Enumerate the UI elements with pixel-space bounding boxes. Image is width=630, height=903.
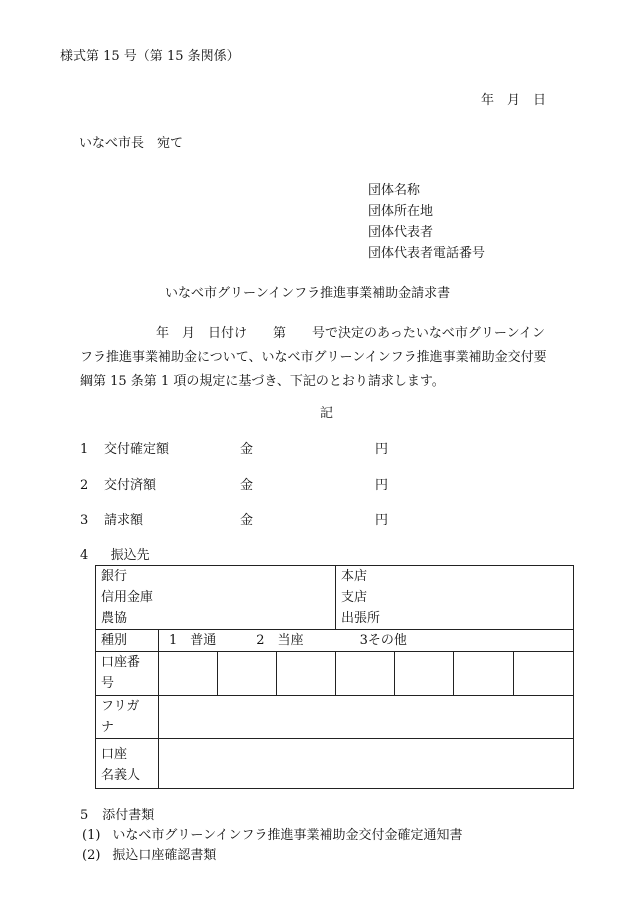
applicant-field: 団体所在地 (368, 204, 434, 219)
ki-heading: 記 (320, 406, 334, 421)
branch-option: 本店 (341, 569, 368, 584)
account-digit-cell[interactable] (454, 652, 514, 696)
attachment-item-text: いなべ市グリーンインフラ推進事業補助金交付金確定通知書 (112, 828, 463, 843)
body-line: 綱第 15 条第 1 項の規定に基づき、下記のとおり請求します。 (80, 374, 445, 389)
amount-kin: 金 (240, 478, 254, 493)
account-number-label: 口座番 号 (96, 652, 159, 696)
branch-option: 出張所 (341, 611, 381, 626)
amount-row (80, 443, 500, 459)
attachment-item (80, 826, 463, 846)
amount-label: 交付済額 (104, 478, 157, 493)
amount-kin: 金 (240, 513, 254, 528)
attachment-item-text: 振込口座確認書類 (112, 848, 217, 863)
attachment-item (80, 846, 463, 866)
attachments-heading-number: 5 (80, 808, 89, 823)
branch-cell (336, 566, 574, 630)
applicant-field: 団体代表者電話番号 (368, 246, 486, 261)
account-type-options (159, 630, 574, 652)
transfer-heading (80, 549, 150, 562)
account-type-option: 2 当座 (256, 633, 304, 648)
amount-yen: 円 (375, 478, 389, 493)
applicant-fields (368, 180, 485, 264)
body-line: 年 月 日付け 第 号で決定のあったいなべ市グリーンイン (156, 326, 545, 341)
attachments-heading-label: 添付書類 (102, 808, 155, 823)
amount-row (80, 514, 500, 530)
attachments-section (80, 806, 463, 866)
account-digit-cell[interactable] (218, 652, 277, 696)
request-body (80, 322, 572, 394)
transfer-heading-number: 4 (80, 548, 89, 563)
amount-yen: 円 (375, 513, 389, 528)
applicant-field: 団体名称 (368, 183, 421, 198)
institution-cell (96, 566, 336, 630)
institution-option: 信用金庫 (101, 590, 154, 605)
account-digit-cell[interactable] (277, 652, 336, 696)
account-type-label: 種別 (96, 630, 159, 652)
document-title: いなべ市グリーンインフラ推進事業補助金請求書 (165, 286, 451, 301)
holder-label: 口座 名義人 (96, 739, 159, 789)
form-number: 様式第 15 号（第 15 条関係） (60, 49, 240, 64)
institution-option: 銀行 (101, 569, 128, 584)
applicant-field: 団体代表者 (368, 225, 434, 240)
account-digit-cell[interactable] (395, 652, 454, 696)
transfer-heading-label: 振込先 (110, 548, 150, 563)
amount-label: 交付確定額 (104, 442, 170, 457)
account-digit-cell[interactable] (514, 652, 574, 696)
institution-option: 農協 (101, 611, 128, 626)
recipient: いなべ市長 宛て (79, 136, 184, 151)
account-digit-cell[interactable] (159, 652, 218, 696)
body-line: フラ推進事業補助金について、いなべ市グリーンインフラ推進事業補助金交付要 (80, 350, 547, 365)
holder-field[interactable] (159, 739, 574, 789)
furigana-label: フリガ ナ (96, 696, 159, 739)
furigana-field[interactable] (159, 696, 574, 739)
amount-number: 1 (80, 442, 89, 457)
amount-kin: 金 (240, 442, 254, 457)
bank-table (95, 565, 574, 789)
amount-yen: 円 (375, 442, 389, 457)
attachments-heading (80, 806, 463, 826)
account-digit-cell[interactable] (336, 652, 395, 696)
attachment-item-number: (2) (82, 848, 101, 863)
branch-option: 支店 (341, 590, 368, 605)
amount-number: 2 (80, 478, 89, 493)
account-type-option: 3その他 (359, 633, 407, 648)
attachment-item-number: (1) (82, 828, 101, 843)
amount-label: 請求額 (104, 513, 144, 528)
date-line: 年 月 日 (481, 93, 547, 108)
amount-row (80, 479, 500, 495)
account-type-option: 1 普通 (169, 633, 217, 648)
amount-number: 3 (80, 513, 89, 528)
